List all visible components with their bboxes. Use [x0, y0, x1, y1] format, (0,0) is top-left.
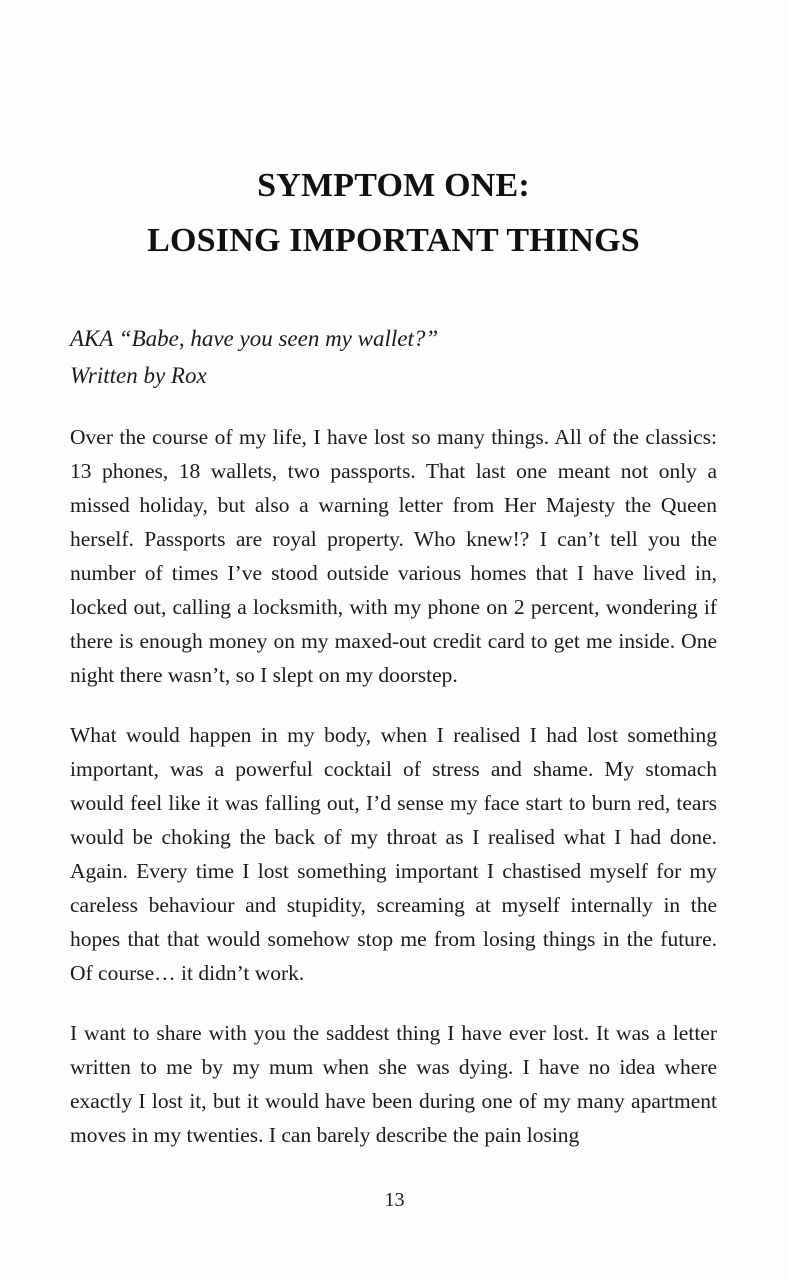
- page-footer: [0, 1189, 789, 1212]
- subtitle-aka-line: AKA “Babe, have you seen my wallet?”: [70, 326, 439, 351]
- chapter-title-line-2: LOSING IMPORTANT THINGS: [147, 222, 640, 259]
- paragraph-2: What would happen in my body, when I realised I had lost something important, was a powerful cocktail of stress and shame. My stomach would feel like it was falling out, I’d sense my face start to burn red, tears would be choking the back of my throat as I realised what I had done. Again. Every time I lost something important I chastised myself for my careless behaviour and stupidity, screaming at myself internally in the hopes that that would somehow stop me from losing things in the future. Of course… it didn’t work.: [70, 723, 717, 985]
- body-text: [70, 420, 717, 1152]
- paragraph-3: I want to share with you the saddest thing I have ever lost. It was a letter written to me by my mum when she was dying. I have no idea where exactly I lost it, but it would have been during one of my many apartment moves in my twenties. I can barely describe the pain losing: [70, 1021, 717, 1147]
- paragraph-1: Over the course of my life, I have lost so many things. All of the classics: 13 phones, 18 wallets, two passports. That last one meant not only a missed holiday, but also a warning letter from Her Majesty the Queen herself. Passports are royal property. Who knew!? I can’t tell you the number of times I’ve stood outside various homes that I have lived in, locked out, calling a locksmith, with my phone on 2 percent, wondering if there is enough money on my maxed-out credit card to get me inside. One night there wasn’t, so I slept on my doorstep.: [70, 425, 717, 687]
- chapter-heading: [70, 158, 717, 268]
- chapter-title-line-1: SYMPTOM ONE:: [257, 167, 530, 204]
- page-number: 13: [384, 1189, 405, 1211]
- chapter-subtitle: [70, 320, 717, 394]
- subtitle-author-line: Written by Rox: [70, 363, 207, 388]
